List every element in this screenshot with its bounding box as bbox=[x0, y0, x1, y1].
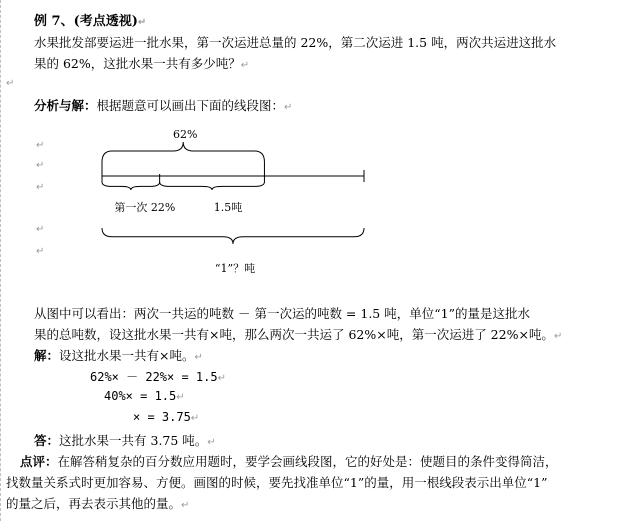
problem-line-2 bbox=[34, 54, 249, 72]
paragraph-mark: ↵ bbox=[190, 413, 200, 424]
comment-line-1 bbox=[20, 452, 558, 470]
equation-2-text: 40%× = 1.5 bbox=[104, 389, 177, 403]
comment-text-1: 在解答稍复杂的百分数应用题时，要学会画线段图，它的好处是：使题目的条件变得简洁， bbox=[57, 454, 558, 469]
paragraph-mark: ↵ bbox=[217, 373, 226, 384]
paragraph-mark: ↵ bbox=[176, 392, 185, 403]
analysis-line bbox=[34, 96, 292, 114]
paragraph-mark: ↵ bbox=[284, 102, 293, 113]
example-title bbox=[34, 10, 146, 29]
solution-label: 解： bbox=[34, 348, 60, 363]
diagram-brace-second bbox=[160, 182, 265, 190]
explanation-text-2: 果的总吨数，设这批水果一共有×吨，那么两次一共运了 62%×吨，第一次运进了 22%×吨。 bbox=[34, 327, 554, 342]
margin-guide bbox=[0, 0, 3, 521]
diagram-shapes bbox=[102, 142, 364, 244]
paragraph-mark: ↵ bbox=[6, 78, 15, 89]
paragraph-mark: ↵ bbox=[36, 160, 45, 171]
answer-label: 答： bbox=[34, 433, 60, 448]
answer-line bbox=[34, 431, 216, 449]
explanation-line-1 bbox=[34, 304, 530, 322]
equation-3-text: × = 3.75 bbox=[133, 410, 191, 424]
paragraph-mark: ↵ bbox=[553, 331, 563, 342]
paragraph-mark: ↵ bbox=[181, 500, 190, 511]
paragraph-mark: ↵ bbox=[36, 140, 45, 151]
explanation-line-2 bbox=[34, 325, 562, 343]
diagram-brace-combined bbox=[102, 142, 264, 162]
problem-text-2: 果的 62%，这批水果一共有多少吨？ bbox=[34, 56, 241, 71]
answer-text: 这批水果一共有 3.75 吨。 bbox=[59, 433, 208, 448]
line-segment-diagram bbox=[96, 128, 376, 273]
comment-line-2 bbox=[6, 473, 547, 491]
diagram-brace-total bbox=[102, 228, 364, 244]
equation-1 bbox=[90, 368, 226, 385]
diagram-label-total: “1”？吨 bbox=[214, 262, 256, 273]
example-title-text: 例 7、(考点透视) bbox=[34, 14, 138, 29]
diagram-label-62-percent: 62% bbox=[172, 128, 198, 141]
diagram-label-second: 1.5吨 bbox=[213, 201, 243, 214]
paragraph-mark: ↵ bbox=[36, 246, 45, 257]
equation-3 bbox=[133, 410, 199, 424]
comment-label: 点评： bbox=[20, 454, 58, 469]
comment-line-3 bbox=[6, 494, 189, 512]
paragraph-mark: ↵ bbox=[194, 352, 203, 363]
solution-text: 设这批水果一共有×吨。 bbox=[59, 348, 195, 363]
analysis-heading: 分析与解： bbox=[34, 98, 97, 113]
explanation-text-1: 从图中可以看出：两次一共运的吨数 － 第一次运的吨数 = 1.5 吨，单位“1”的量是这批水 bbox=[34, 306, 530, 321]
paragraph-mark: ↵ bbox=[207, 437, 216, 448]
solution-line bbox=[34, 346, 203, 364]
paragraph-mark: ↵ bbox=[137, 17, 147, 28]
comment-text-2: 找数量关系式时更加容易、方便。画图的时候，要先找准单位“1”的量，用一根线段表示出单位“1” bbox=[6, 475, 548, 490]
diagram-brace-first bbox=[102, 182, 160, 190]
paragraph-mark: ↵ bbox=[36, 224, 45, 235]
problem-line-1 bbox=[34, 33, 556, 51]
analysis-text: 根据题意可以画出下面的线段图： bbox=[96, 98, 285, 113]
diagram-label-first: 第一次 22% bbox=[114, 201, 176, 214]
paragraph-mark: ↵ bbox=[36, 182, 45, 193]
comment-text-3: 的量之后，再去表示其他的量。 bbox=[6, 496, 182, 511]
equation-1-text: 62%× － 22%× = 1.5 bbox=[90, 370, 218, 384]
problem-text-1: 水果批发部要运进一批水果，第一次运进总量的 22%，第二次运进 1.5 吨，两次共运进这批水 bbox=[34, 35, 557, 50]
paragraph-mark: ↵ bbox=[240, 60, 250, 71]
equation-2 bbox=[104, 389, 185, 403]
